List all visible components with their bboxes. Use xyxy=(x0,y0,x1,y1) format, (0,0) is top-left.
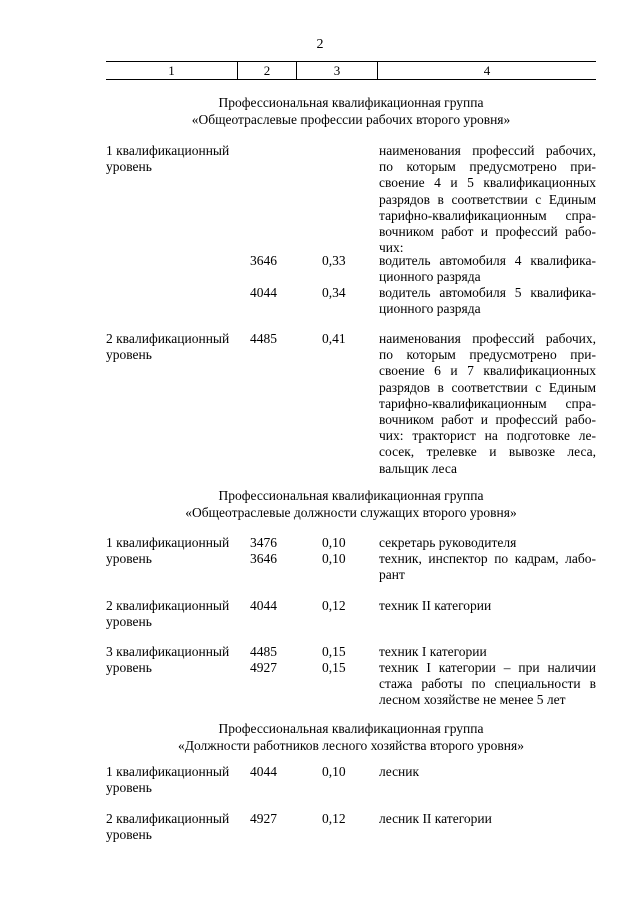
group-title-line1: Профессиональная квалификационная группа xyxy=(218,488,484,503)
group-title-line2: «Должности работников лесного хозяйства второго уровня» xyxy=(177,738,524,753)
qualification-level: 2 квалификационный уровень xyxy=(106,331,230,363)
salary-code: 4927 xyxy=(250,660,277,675)
coefficient: 0,41 xyxy=(322,331,346,346)
group-title-line2: «Общеотраслевые профессии рабочих второго уровня» xyxy=(191,112,511,127)
qualification-level: 2 квалификационный уровень xyxy=(106,598,230,630)
group-title-line2: «Общеотраслевые должности служащих второго уровня» xyxy=(185,505,517,520)
profession-description: водитель автомобиля 4 квалификационного разряда xyxy=(379,253,596,285)
salary-code: 4485 xyxy=(250,331,277,346)
group-title xyxy=(106,720,596,754)
salary-code: 3476 xyxy=(250,535,277,550)
salary-code: 4044 xyxy=(250,764,277,779)
profession-description: техник, инспектор по кадрам, лаборант xyxy=(379,551,596,583)
coefficient: 0,10 xyxy=(322,551,346,566)
column-header-3: 3 xyxy=(297,62,378,79)
coefficient: 0,15 xyxy=(322,660,346,675)
salary-code: 4927 xyxy=(250,811,277,826)
salary-code: 3646 xyxy=(250,253,277,268)
profession-description: лесник II категории xyxy=(379,811,492,826)
column-header-1: 1 xyxy=(106,62,238,79)
salary-code: 3646 xyxy=(250,551,277,566)
coefficient: 0,15 xyxy=(322,644,346,659)
profession-description: наименования профессий рабочих, по которым предусмотрено присвоение 4 и 5 квалификационных разрядов в соответствии с Единым тарифно-квалификационным справочником работ и профессий рабочих: xyxy=(379,143,596,256)
group-title-line1: Профессиональная квалификационная группа xyxy=(218,95,484,110)
profession-description: секретарь руководителя xyxy=(379,535,517,550)
table-column-header-row xyxy=(106,61,596,80)
salary-code: 4044 xyxy=(250,598,277,613)
profession-description: водитель автомобиля 5 квалификационного разряда xyxy=(379,285,596,317)
group-title xyxy=(106,94,596,128)
qualification-level: 3 квалификационный уровень xyxy=(106,644,230,676)
column-header-4: 4 xyxy=(483,63,491,78)
profession-description: техник II категории xyxy=(379,598,492,613)
salary-code: 4044 xyxy=(250,285,277,300)
page-number: 2 xyxy=(316,37,324,52)
group-title xyxy=(106,487,596,521)
qualification-level: 1 квалификационный уровень xyxy=(106,143,230,175)
coefficient: 0,10 xyxy=(322,764,346,779)
coefficient: 0,12 xyxy=(322,811,346,826)
column-header-2: 2 xyxy=(238,62,297,79)
salary-code: 4485 xyxy=(250,644,277,659)
qualification-level: 2 квалификационный уровень xyxy=(106,811,230,843)
coefficient: 0,33 xyxy=(322,253,346,268)
profession-description: техник I категории xyxy=(379,644,487,659)
coefficient: 0,10 xyxy=(322,535,346,550)
coefficient: 0,34 xyxy=(322,285,346,300)
profession-description: лесник xyxy=(379,764,420,779)
profession-description: техник I категории – при наличии стажа работы по специальности в лесном хозяйстве не менее 5 лет xyxy=(379,660,596,708)
coefficient: 0,12 xyxy=(322,598,346,613)
profession-description: наименования профессий рабочих, по которым предусмотрено присвоение 6 и 7 квалификационных разрядов в соответствии с Единым тарифно-квалификационным справочником работ и профессий рабочих: тракторист на подготовке лесосек, трелевке и вывозке леса, вальщик леса xyxy=(379,331,596,476)
qualification-level: 1 квалификационный уровень xyxy=(106,764,230,796)
qualification-level: 1 квалификационный уровень xyxy=(106,535,230,567)
group-title-line1: Профессиональная квалификационная группа xyxy=(218,721,484,736)
